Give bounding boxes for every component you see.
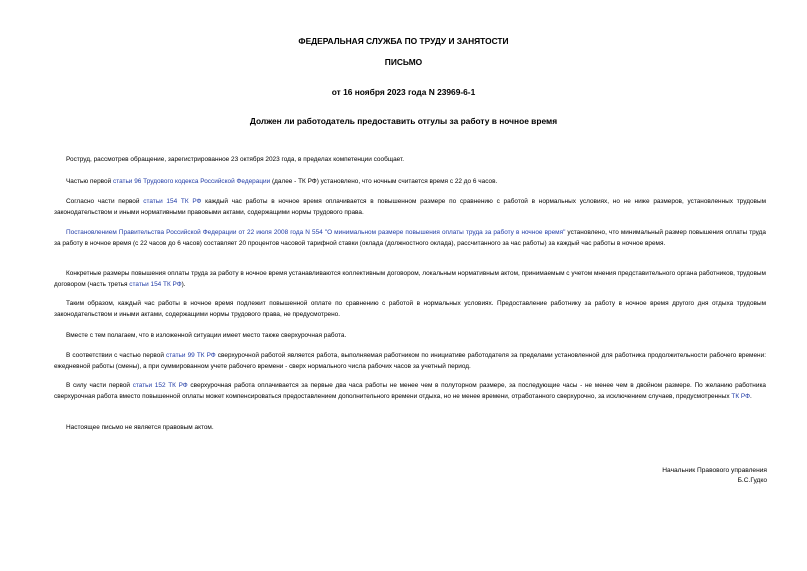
link-article-154[interactable]: статьи 154 ТК РФ <box>143 198 202 205</box>
link-labor-code[interactable]: ТК РФ <box>731 393 750 400</box>
document-date-number: от 16 ноября 2023 года N 23969-6-1 <box>331 87 476 97</box>
link-resolution-554[interactable]: Постановлением Правительства Российской Федерации от 22 июля 2008 года N 554 "О минимальном размере повышения оплаты труда за работу в ночное время" <box>66 229 566 236</box>
paragraph-8: В соответствии с частью первой статьи 99 ТК РФ сверхурочной работой является работа, выполняемая работником по инициативе работодателя за пределами установленной для работника продолжительности рабочего времени: ежедневной работы (смены), а при суммированном учете рабочего времени - сверх нормального числа рабочих часов за учетный период. <box>54 352 766 370</box>
agency-title: ФЕДЕРАЛЬНАЯ СЛУЖБА ПО ТРУДУ И ЗАНЯТОСТИ <box>298 36 509 46</box>
paragraph-7: Вместе с тем полагаем, что в изложенной ситуации имеет место также сверхурочная работа. <box>66 332 347 339</box>
document-subject: Должен ли работодатель предоставить отгулы за работу в ночное время <box>249 116 558 126</box>
paragraph-1: Роструд, рассмотрев обращение, зарегистрированное 23 октября 2023 года, в пределах компетенции сообщает. <box>66 156 405 163</box>
signature-name: Б.С.Гудко <box>737 477 767 484</box>
paragraph-6: Таким образом, каждый час работы в ночное время подлежит повышенной оплате по сравнению с работой в нормальных условиях. Предоставление работнику за работу в ночное время другого дня отдыха трудовым законодательством и иными актами, содержащими нормы трудового права, не предусмотрено. <box>54 300 766 318</box>
signature-position: Начальник Правового управления <box>662 467 767 474</box>
paragraph-5: Конкретные размеры повышения оплаты труда за работу в ночное время устанавливаются коллективным договором, локальным нормативным актом, принимаемым с учетом мнения представительного органа работников, трудовым договором (часть третья статьи 154 ТК РФ). <box>54 270 766 288</box>
paragraph-4: Постановлением Правительства Российской Федерации от 22 июля 2008 года N 554 "О минимальном размере повышения оплаты труда за работу в ночное время" установлено, что минимальный размер повышения оплаты труда за работу в ночное время (с 22 часов до 6 часов) составляет 20 процентов часовой тарифной ставки (оклада (должностного оклада), рассчитанного за час работы) за каждый час работы в ночное время. <box>54 229 766 247</box>
document-type: ПИСЬМО <box>384 57 423 67</box>
paragraph-10: Настоящее письмо не является правовым актом. <box>66 424 214 431</box>
paragraph-2: Частью первой статьи 96 Трудового кодекса Российской Федерации (далее - ТК РФ) установлено, что ночным считается время с 22 до 6 часов. <box>66 178 498 185</box>
paragraph-9: В силу части первой статьи 152 ТК РФ сверхурочная работа оплачивается за первые два часа работы не менее чем в полуторном размере, за последующие часы - не менее чем в двойном размере. По желанию работника сверхурочная работа вместо повышенной оплаты может компенсироваться предоставлением дополнительного времени отдыха, но не менее времени, отработанного сверхурочно, за исключением случаев, предусмотренных ТК РФ. <box>54 382 766 400</box>
link-article-152[interactable]: статьи 152 ТК РФ <box>132 382 188 389</box>
link-article-96[interactable]: статьи 96 Трудового кодекса Российской Федерации <box>112 178 271 185</box>
link-article-99[interactable]: статьи 99 ТК РФ <box>166 352 216 359</box>
link-article-154-part3[interactable]: статьи 154 ТК РФ <box>129 281 182 288</box>
paragraph-3: Согласно части первой статьи 154 ТК РФ каждый час работы в ночное время оплачивается в повышенном размере по сравнению с работой в нормальных условиях, но не ниже размеров, установленных трудовым законодательством и иными нормативными правовыми актами, содержащими нормы трудового права. <box>54 198 767 216</box>
